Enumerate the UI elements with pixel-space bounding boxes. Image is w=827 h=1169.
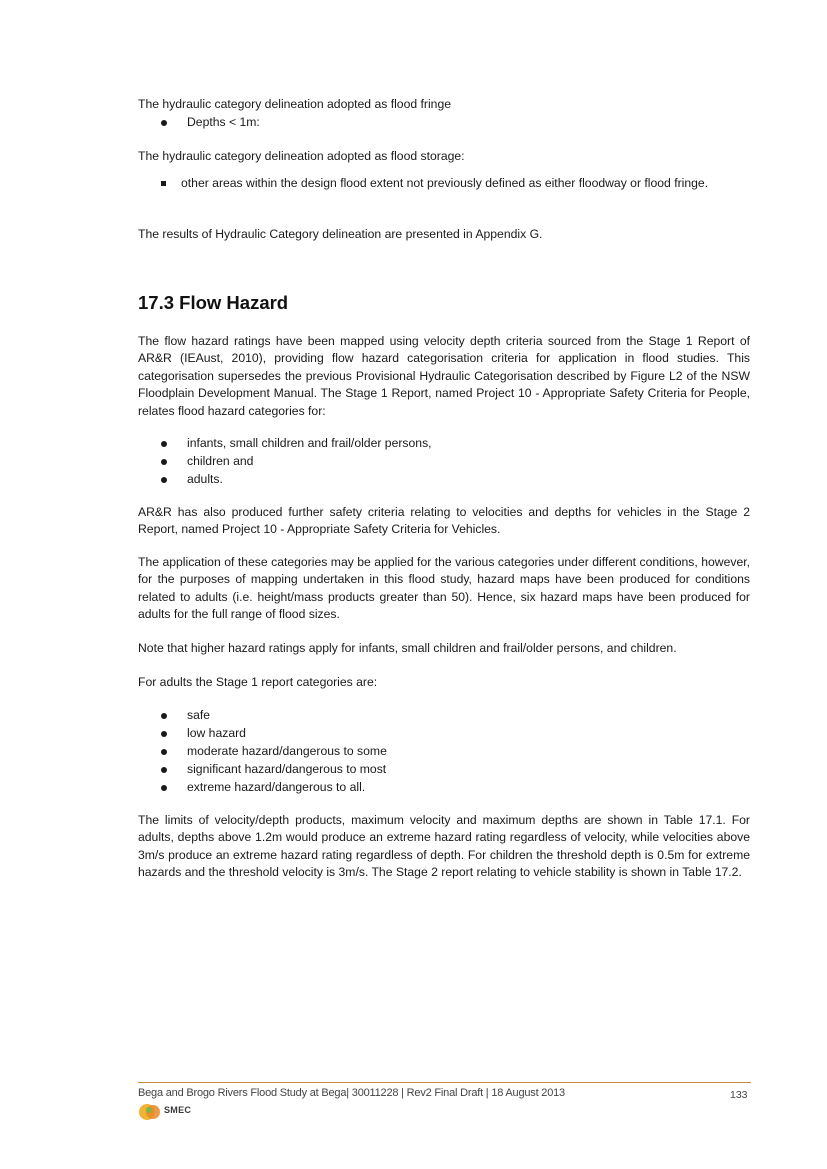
bullet-icon [161,713,167,719]
list-item-text: infants, small children and frail/older persons, [187,436,432,450]
paragraph: AR&R has also produced further safety criteria relating to velocities and depths for vehicles in the Stage 2 Report, named Project 10 - Appropriate Safety Criteria for Vehicles. [138,505,750,537]
list-item-text: safe [187,708,211,722]
smec-logo [138,1102,208,1122]
list-item-text: extreme hazard/dangerous to all. [187,780,366,794]
storage-intro: The hydraulic category delineation adopted as flood storage: [138,149,465,163]
bullet-icon [161,731,167,737]
fringe-intro: The hydraulic category delineation adopted as flood fringe [138,97,452,111]
list-item-text: low hazard [187,726,246,740]
section-heading: 17.3 Flow Hazard [138,292,289,313]
bullet-icon [161,477,167,483]
page-number: 133 [730,1089,748,1101]
smec-logo-icon [138,1102,164,1122]
bullet-icon [161,749,167,755]
footer-divider [138,1082,751,1083]
square-bullet-icon [161,181,166,186]
paragraph: The application of these categories may be applied for the various categories under different conditions, however, for the purposes of mapping undertaken in this flood study, hazard maps have been produced for conditions related to adults (i.e. height/mass products greater than 50). Hence, six hazard maps have been produced for adults for the full range of flood sizes. [138,555,750,622]
logo-text: SMEC [164,1105,192,1115]
list-item-text: significant hazard/dangerous to most [187,762,387,776]
list-item-text: adults. [187,472,223,486]
paragraph: For adults the Stage 1 report categories are: [138,675,378,689]
paragraph: The limits of velocity/depth products, maximum velocity and maximum depths are shown in Table 17.1. For adults, depths above 1.2m would produce an extreme hazard rating regardless of velocity, while velocities above 3m/s produce an extreme hazard rating regardless of depth. For children the threshold depth is 0.5m for extreme hazards and the threshold velocity is 3m/s. The Stage 2 report relating to vehicle stability is shown in Table 17.2. [138,813,750,880]
paragraph: The flow hazard ratings have been mapped using velocity depth criteria sourced from the Stage 1 Report of AR&R (IEAust, 2010), providing flow hazard categorisation criteria for application in flood studies. This categorisation supersedes the previous Provisional Hydraulic Categorisation described by Figure L2 of the NSW Floodplain Development Manual. The Stage 1 Report, named Project 10 - Appropriate Safety Criteria for People, relates flood hazard categories for: [138,334,750,418]
list-item-text: children and [187,454,254,468]
bullet-icon [161,120,167,126]
paragraph: Note that higher hazard ratings apply for infants, small children and frail/older persons, and children. [138,641,677,655]
list-item-text: other areas within the design flood extent not previously defined as either floodway or flood fringe. [181,176,709,190]
footer-text: Bega and Brogo Rivers Flood Study at Bega| 30011228 | Rev2 Final Draft | 18 August 2013 [138,1087,565,1099]
bullet-icon [161,767,167,773]
bullet-icon [161,441,167,447]
list-item-text: Depths < 1m: [187,115,260,129]
bullet-icon [161,785,167,791]
bullet-icon [161,459,167,465]
list-item-text: moderate hazard/dangerous to some [187,744,387,758]
results-paragraph: The results of Hydraulic Category delineation are presented in Appendix G. [138,227,543,241]
